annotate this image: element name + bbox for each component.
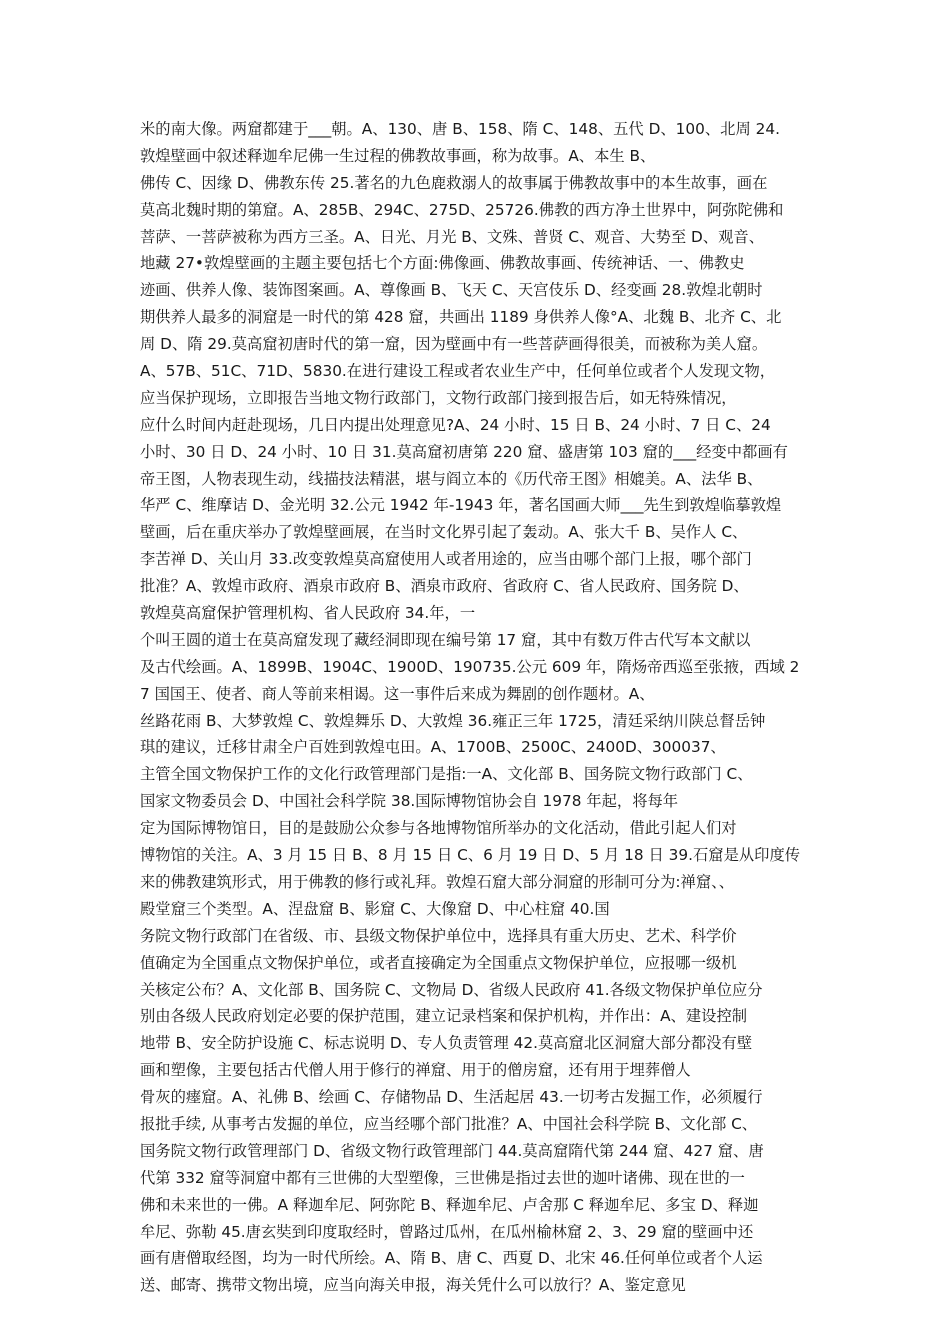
text-line: 应当保护现场，立即报告当地文物行政部门，文物行政部门接到报告后，如无特殊情况， [140, 388, 737, 407]
text-line: 敦煌莫高窟保护管理机构、省人民政府 34.年，一 [140, 604, 476, 623]
text-line: 佛和未来世的一佛。A 释迦牟尼、阿弥陀 B、释迦牟尼、卢舍那 C 释迦牟尼、多宝 D、释迦 [140, 1195, 759, 1214]
text-line: 国家文物委员会 D、中国社会科学院 38.国际博物馆协会自 1978 年起，将每年 [140, 792, 679, 811]
text-line: 殿堂窟三个类型。A、涅盘窟 B、影窟 C、大像窟 D、中心柱窟 40.国 [140, 899, 610, 918]
text-line: 国务院文物行政管理部门 D、省级文物行政管理部门 44.莫高窟隋代第 244 窟、427 窟、唐 [140, 1141, 764, 1160]
text-line: 佛传 C、因缘 D、佛教东传 25.著名的九色鹿救溺人的故事属于佛教故事中的本生故事，画在 [140, 173, 768, 192]
text-line: 敦煌壁画中叙述释迦牟尼佛一生过程的佛教故事画，称为故事。A、本生 B、 [140, 146, 656, 165]
text-line: 画有唐僧取经图，均为一时代所绘。A、隋 B、唐 C、西夏 D、北宋 46.任何单位或者个人运 [140, 1249, 763, 1268]
text-line: 画和塑像，主要包括古代僧人用于修行的禅窟、用于的僧房窟，还有用于埋葬僧人 [140, 1061, 691, 1080]
text-line: 务院文物行政部门在省级、市、县级文物保护单位中，选择具有重大历史、艺术、科学价 [140, 926, 737, 945]
text-line: 博物馆的关注。A、3 月 15 日 B、8 月 15 日 C、6 月 19 日 D、5 月 18 日 39.石窟是从印度传 [140, 846, 801, 865]
text-line: 帝王图，人物表现生动，线描技法精湛，堪与阎立本的《历代帝王图》相媲美。A、法华 B、 [140, 469, 763, 488]
text-line: 值确定为全国重点文物保护单位，或者直接确定为全国重点文物保护单位，应报哪一级机 [140, 953, 737, 972]
text-line: 代第 332 窟等洞窟中都有三世佛的大型塑像，三世佛是指过去世的迦叶诸佛、现在世的一 [140, 1168, 745, 1187]
text-line: 周 D、隋 29.莫高窟初唐时代的第一窟，因为壁画中有一些菩萨画得很美，而被称为美人窟。 [140, 335, 768, 354]
text-line: 丝路花雨 B、大梦敦煌 C、敦煌舞乐 D、大敦煌 36.雍正三年 1725，清廷采纳川陕总督岳钟 [140, 711, 766, 730]
text-line: 报批手续, 从事考古发掘的单位，应当经哪个部门批准？A、中国社会科学院 B、文化部 C、 [140, 1114, 758, 1133]
text-line: 来的佛教建筑形式，用于佛教的修行或礼拜。敦煌石窟大部分洞窟的形制可分为:禅窟、、 [140, 872, 735, 891]
text-line: 莫高北魏时期的第窟。A、285B、294C、275D、25726.佛教的西方净土世界中，阿弥陀佛和 [140, 200, 784, 219]
text-line: A、57B、51C、71D、5830.在进行建设工程或者农业生产中，任何单位或者个人发现文物， [140, 362, 776, 381]
text-line: 送、邮寄、携带文物出境，应当向海关申报，海关凭什么可以放行？A、鉴定意见 [140, 1276, 686, 1295]
text-line: 关核定公布？A、文化部 B、国务院 C、文物局 D、省级人民政府 41.各级文物保护单位应分 [140, 980, 763, 999]
text-line: 牟尼、弥勒 45.唐玄奘到印度取经时，曾路过瓜州，在瓜州榆林窟 2、3、29 窟的壁画中还 [140, 1222, 754, 1241]
text-line: 地带 B、安全防护设施 C、标志说明 D、专人负责管理 42.莫高窟北区洞窟大部分都没有壁 [140, 1034, 753, 1053]
text-line: 米的南大像。两窟都建于___朝。A、130、唐 B、158、隋 C、148、五代 D、100、北周 24. [140, 120, 780, 138]
text-line: 地藏 27•敦煌壁画的主题主要包括七个方面:佛像画、佛教故事画、传统神话、一、佛教史 [140, 254, 745, 273]
text-line: 菩萨、一菩萨被称为西方三圣。A、日光、月光 B、文殊、普贤 C、观音、大势至 D、观音、 [140, 227, 764, 246]
text-line: 李苦禅 D、关山月 33.改变敦煌莫高窟使用人或者用途的，应当由哪个部门上报，哪个部门 [140, 550, 752, 569]
text-line: 别由各级人民政府划定必要的保护范围，建立记录档案和保护机构，并作出：A、建设控制 [140, 1007, 748, 1026]
text-line: 骨灰的瘗窟。A、礼佛 B、绘画 C、存储物品 D、生活起居 43.一切考古发掘工作，必须履行 [140, 1088, 763, 1107]
text-line: 华严 C、维摩诘 D、金光明 32.公元 1942 年-1943 年，著名国画大师___先生到敦煌临摹敦煌 [140, 496, 782, 515]
text-line: 7 国国王、使者、商人等前来相谒。这一事件后来成为舞剧的创作题材。A、 [140, 684, 655, 703]
text-line: 期供养人最多的洞窟是一时代的第 428 窟，共画出 1189 身供养人像°A、北魏 B、北齐 C、北 [140, 308, 782, 327]
text-line: 个叫王圆的道士在莫高窟发现了藏经洞即现在编号第 17 窟，其中有数万件古代写本文献以 [140, 630, 751, 649]
text-line: 定为国际博物馆日，目的是鼓励公众参与各地博物馆所举办的文化活动，借此引起人们对 [140, 819, 737, 838]
text-line: 迹画、供养人像、装饰图案画。A、尊像画 B、飞天 C、天宫伎乐 D、经变画 28.敦煌北朝时 [140, 281, 763, 300]
text-line: 批准？A、敦煌市政府、酒泉市政府 B、酒泉市政府、省政府 C、省人民政府、国务院 D、 [140, 577, 749, 596]
text-line: 及古代绘画。A、1899B、1904C、1900D、190735.公元 609 年，隋炀帝西巡至张掖，西域 2 [140, 657, 800, 676]
text-line: 琪的建议，迁移甘肃全户百姓到敦煌屯田。A、1700B、2500C、2400D、300037、 [140, 738, 726, 757]
text-line: 小时、30 日 D、24 小时、10 日 31.莫高窟初唐第 220 窟、盛唐第 103 窟的___经变中都画有 [140, 442, 788, 461]
text-line: 主管全国文物保护工作的文化行政管理部门是指:一A、文化部 B、国务院文物行政部门 C、 [140, 765, 753, 784]
text-line: 应什么时间内赶赴现场，几日内提出处理意见?A、24 小时、15 日 B、24 小时、7 日 C、24 [140, 415, 771, 434]
text-line: 壁画，后在重庆举办了敦煌壁画展，在当时文化界引起了轰动。A、张大千 B、吴作人 C、 [140, 523, 748, 542]
document-body [140, 116, 830, 1299]
